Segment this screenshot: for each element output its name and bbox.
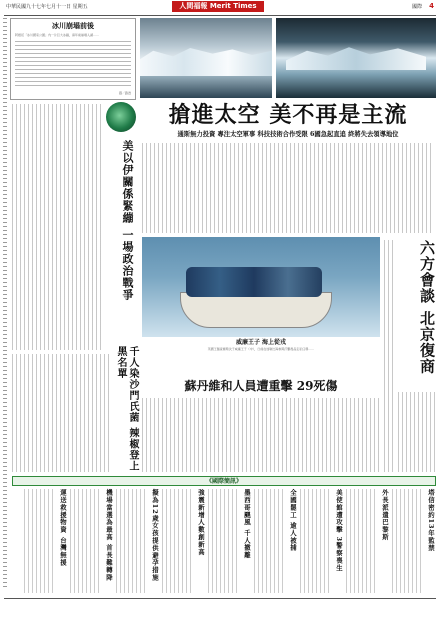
brief-item (208, 489, 252, 593)
right-column-text-b (398, 392, 436, 472)
brief-headline: 機場當選為最高 首長難轉降 (105, 489, 113, 582)
main-story-text (142, 143, 434, 233)
glacier-story-box (10, 18, 136, 100)
masthead-rule (4, 15, 436, 16)
six-party-talks-headline: 六方會談 北京復商 (418, 240, 436, 375)
brief-text (208, 489, 240, 593)
sudan-headline: 蘇丹維和人員遭重擊 29死傷 (184, 379, 338, 393)
brief-text (116, 489, 148, 593)
right-column-text-a (384, 240, 396, 472)
boat-caption-body: 英國王儲查爾斯次子威廉王子（中），日前在加勒比海參與打擊毒品走私任務…… (207, 347, 315, 351)
brief-headline: 塔信密約13年監禁 (427, 489, 435, 552)
brief-item (254, 489, 298, 593)
brief-text (300, 489, 332, 593)
brief-headline: 運送救援物資 台灣無援 (59, 489, 67, 567)
globe-emblem-icon (106, 102, 136, 132)
brief-text (254, 489, 286, 593)
brief-item (116, 489, 160, 593)
brief-text (162, 489, 194, 593)
brief-item (70, 489, 114, 593)
main-headline: 搶進太空 美不再是主流 (168, 102, 408, 128)
sudan-story-text (142, 398, 380, 472)
boat-hull (180, 292, 332, 328)
page-number: 4 (429, 2, 434, 10)
world-briefs-title: 《國際簡訊》 (205, 478, 242, 485)
glacier-story-body: 阿根廷「冰川國家公園」內一片巨大冰牆，兩年前崩塌入湖…… (15, 33, 100, 37)
brief-item (392, 489, 436, 593)
boat-photo (142, 237, 380, 337)
left-column-text-a (12, 104, 104, 350)
brief-headline: 全國罷工 逾人被捕 (289, 489, 297, 552)
brief-headline: 美使館遭攻擊 3警察喪生 (335, 489, 343, 572)
main-subhead-1: 通斯無力投資 專注太空軍事 (177, 131, 256, 138)
section-name: 國際 (411, 4, 422, 10)
boat-crew (186, 267, 322, 297)
brief-text (70, 489, 102, 593)
ice-wall-after (286, 46, 426, 70)
world-briefs-band (12, 476, 436, 486)
glacier-photo-before (140, 18, 272, 98)
brief-text (346, 489, 378, 593)
brief-item (24, 489, 68, 593)
glacier-story-credit: 圖／路透 (118, 91, 131, 95)
boat-caption-title: 威廉王子 海上從戎 (235, 339, 287, 346)
main-subhead-2: 科技技術合作受限 (257, 131, 308, 138)
glacier-story-title: 冰川崩塌前後 (52, 21, 94, 30)
brief-text (24, 489, 56, 593)
brief-item (346, 489, 390, 593)
bottom-rule (4, 598, 436, 599)
left-column-text-b (12, 354, 110, 472)
world-briefs-columns (12, 489, 436, 593)
newspaper-logo: 人間福報 Merit Times (172, 1, 264, 12)
main-subhead-3: 6國急起直追 終將失去領導地位 (310, 131, 399, 138)
left-edge-strip (3, 18, 7, 588)
israel-iran-headline: 美以伊關係緊繃 一場政治戰爭 (121, 140, 134, 301)
ice-wall-before (140, 48, 272, 76)
brief-headline: 墨西哥颶風 千人撤離 (243, 489, 251, 559)
glacier-photo-after (276, 18, 436, 98)
masthead (0, 0, 440, 14)
glacier-story-text-block (15, 41, 131, 89)
salmonella-headline: 千人染沙門氏菌 辣椒登上黑名單 (115, 346, 138, 472)
brief-text (392, 489, 424, 593)
brief-headline: 擬為12歲女孩提供避孕措施 (151, 489, 159, 582)
issue-date: 中華民國九十七年七月十一日 星期五 (6, 4, 88, 10)
brief-item (162, 489, 206, 593)
brief-headline: 強震新增人數創新高 (197, 489, 205, 556)
main-subheads (140, 130, 436, 140)
brief-headline: 外長派遣巴黎斯 (381, 489, 389, 541)
brief-item (300, 489, 344, 593)
